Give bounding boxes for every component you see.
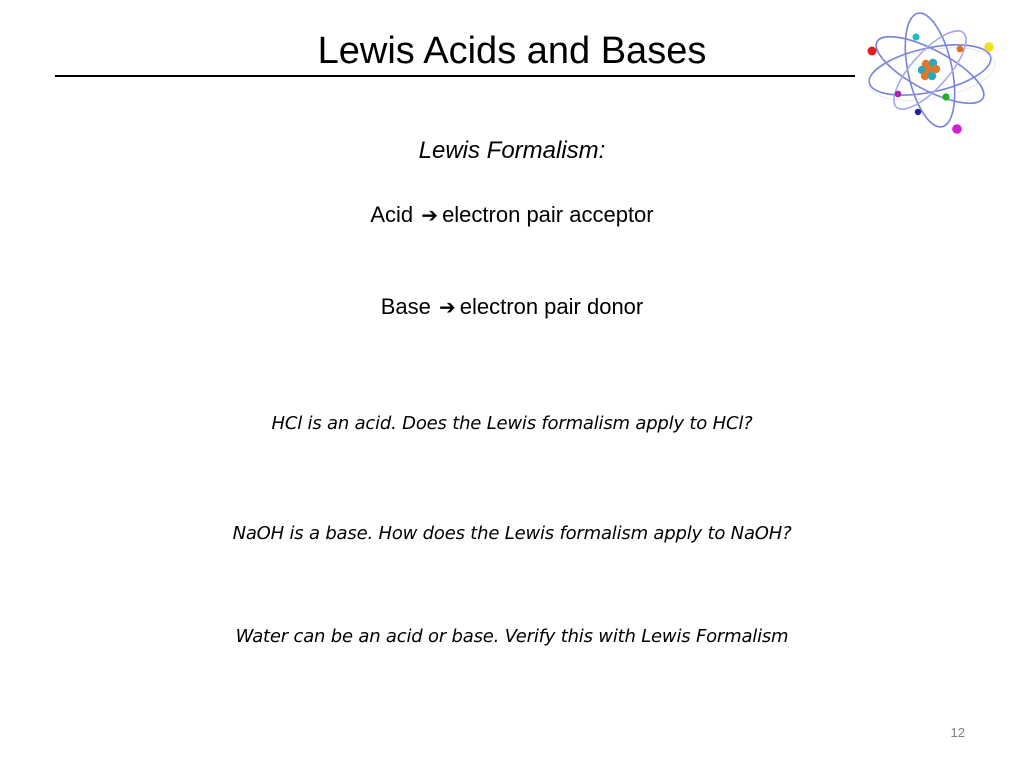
title-underline [55, 75, 855, 77]
slide-title: Lewis Acids and Bases [317, 30, 707, 72]
base-meaning: electron pair donor [459, 294, 644, 319]
acid-term: Acid [370, 202, 414, 227]
atom-icon [860, 8, 1000, 140]
arrow-right-icon: ➔ [439, 295, 456, 319]
arrow-right-icon: ➔ [421, 203, 439, 227]
page-number: 12 [950, 725, 965, 740]
question-hcl: HCl is an acid. Does the Lewis formalism apply to HCl? [271, 413, 753, 434]
question-naoh: NaOH is a base. How does the Lewis formalism apply to NaOH? [232, 523, 792, 544]
lewis-formalism-heading: Lewis Formalism: [418, 137, 606, 164]
base-term: Base [380, 294, 431, 319]
acid-definition [0, 201, 1024, 229]
base-definition [0, 293, 1024, 321]
acid-meaning: electron pair acceptor [442, 202, 654, 227]
question-water: Water can be an acid or base. Verify this with Lewis Formalism [235, 626, 789, 647]
